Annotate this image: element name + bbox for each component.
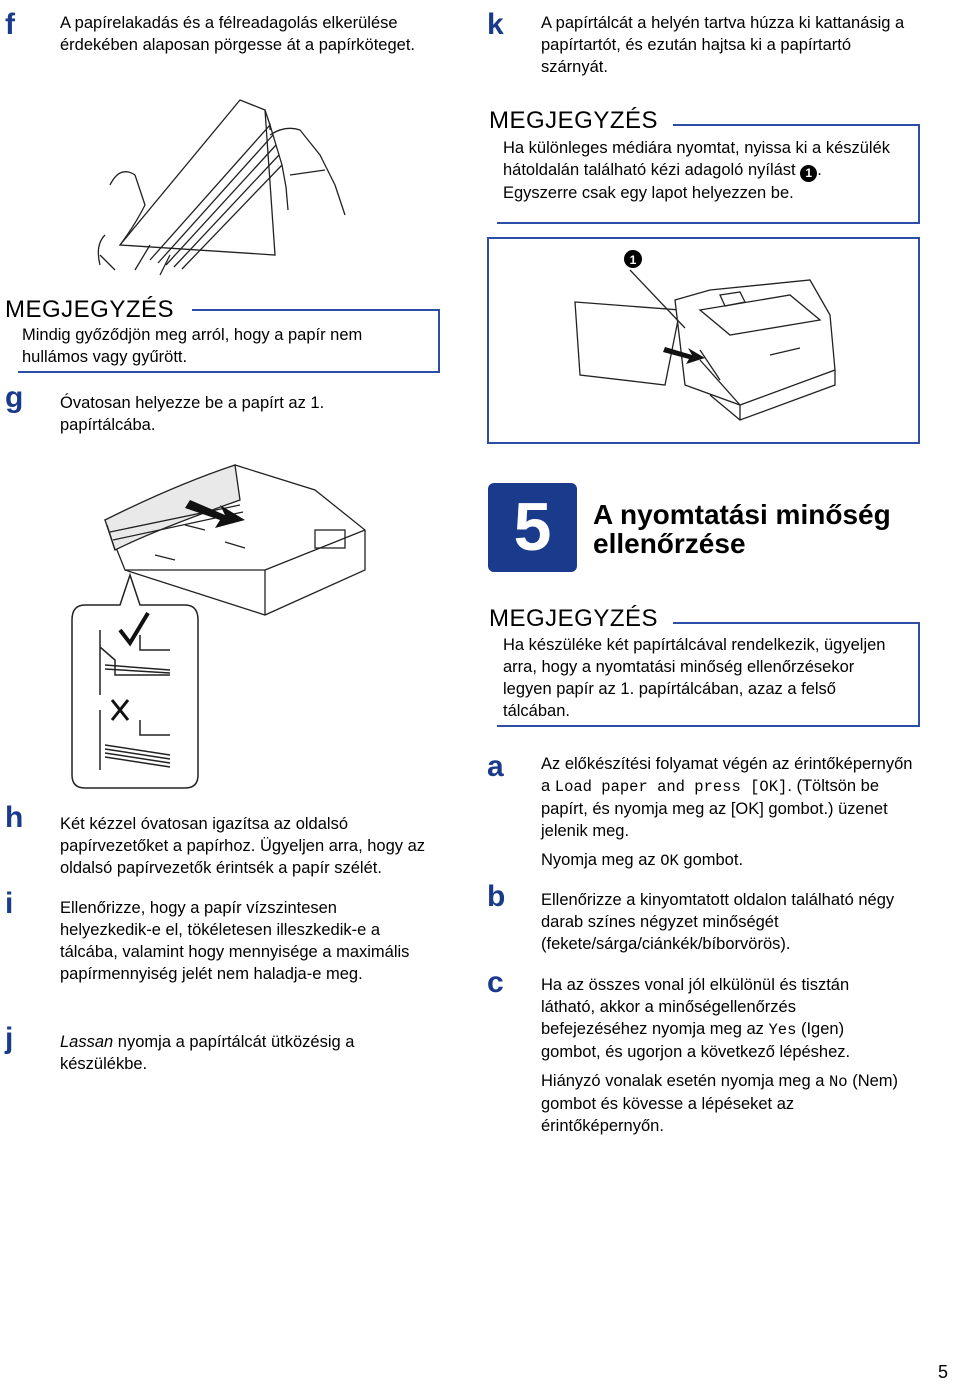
step-a-text-2 [541, 849, 921, 872]
note-divider [673, 124, 919, 126]
note-bottom-line [497, 725, 920, 727]
page-number: 5 [938, 1362, 949, 1382]
step-j-text [60, 1031, 400, 1075]
step-i-text: Ellenőrizze, hogy a papír vízszintesen helyezkedik-e el, tökéletesen illeszkedik-e a tálcába, valamint hogy mennyisége a maximális papírmennyiség jelét nem haladja-e meg. [60, 899, 410, 983]
step-c-part: Ha az összes vonal jól elkülönül és tisztán látható, akkor a minőségellenőrzés befejezéséhez nyomja meg az [541, 976, 850, 1038]
callout-1-icon: 1 [800, 165, 817, 182]
note-title: MEGJEGYZÉS [489, 605, 659, 632]
step-letter-j: j [5, 1022, 14, 1055]
note-divider [192, 309, 439, 311]
screen-message: Load paper and press [OK] [554, 778, 788, 796]
note-body: Ha készüléke két papírtálcával rendelkezik, ügyeljen arra, hogy a nyomtatási minőség ellenőrzésekor legyen papír az 1. papírtálcában, azaz a felső tálcában. [503, 636, 886, 720]
step-a-part: Nyomja meg az [541, 851, 661, 869]
step-number: 5 [513, 489, 552, 565]
ok-key-label: OK [660, 852, 679, 870]
note-bottom-line [18, 371, 440, 373]
note-frame [908, 622, 920, 727]
note-body-part: . Egyszerre csak egy lapot helyezzen be. [503, 161, 822, 202]
step-b-text: Ellenőrizze a kinyomtatott oldalon található négy darab színes négyzet minőségét (fekete/sárga/ciánkék/bíborvörös). [541, 891, 895, 953]
step-5-title-line-2: ellenőrzése [593, 528, 746, 559]
step-5-title-line-1: A nyomtatási minőség [593, 499, 891, 530]
step-j-italic: Lassan [60, 1033, 114, 1051]
step-g-text: Óvatosan helyezze be a papírt az 1. papírtálcába. [60, 394, 325, 434]
note-bottom-line [497, 222, 920, 224]
step-a-part: Az előkészítési folyamat végén az érintőképernyőn a [541, 755, 913, 795]
step-number-box [488, 483, 577, 572]
step-a-text [541, 753, 921, 842]
step-k-text: A papírtálcát a helyén tartva húzza ki kattanásig a papírtartót, és ezután hajtsa ki a papírtartó szárnyát. [541, 14, 905, 76]
step-j-rest: nyomja a papírtálcát ütközésig a készülékbe. [60, 1033, 355, 1073]
step-h-text: Két kézzel óvatosan igazítsa az oldalsó papírvezetőket a papírhoz. Ügyeljen arra, hogy az oldalsó papírvezetők érintsék a papír szélét. [60, 815, 426, 877]
no-key-label: No [829, 1073, 848, 1091]
figure-callout-1: 1 [629, 253, 637, 267]
step-f-text: A papírelakadás és a félreadagolás elkerülése érdekében alaposan pörgesse át a papírköteget. [60, 14, 416, 54]
step-letter-a: a [487, 750, 504, 783]
step-letter-f: f [5, 8, 15, 41]
step-a-part: gombot. [678, 851, 744, 869]
step-letter-h: h [5, 801, 24, 834]
step-a-part: . (Töltsön be papírt, és nyomja meg az [OK] gombot.) üzenet jelenik meg. [541, 777, 888, 840]
step-c-part: Hiányzó vonalak esetén nyomja meg a [541, 1072, 829, 1090]
step-letter-b: b [487, 880, 506, 913]
note-title: MEGJEGYZÉS [489, 107, 659, 134]
step-c-part: (Nem) gombot és kövesse a lépéseket az érintőképernyőn. [541, 1072, 899, 1135]
note-divider [673, 622, 919, 624]
step-letter-k: k [487, 8, 504, 41]
yes-key-label: Yes [768, 1021, 797, 1039]
step-letter-i: i [5, 887, 14, 920]
step-c-text-2 [541, 1070, 901, 1137]
step-letter-c: c [487, 966, 504, 999]
fanning-paper-illustration [90, 95, 350, 275]
step-c-text [541, 974, 901, 1063]
step-c-part: (Igen) gombot, és ugorjon a következő lépéshez. [541, 1020, 851, 1061]
note-body-part: Ha különleges médiára nyomtat, nyissa ki a készülék hátoldalán található kézi adagoló nyílást [503, 139, 891, 179]
note-frame [430, 309, 440, 373]
step-letter-g: g [5, 381, 24, 414]
note-frame [908, 124, 920, 224]
paper-stack-check-illustration [70, 575, 200, 790]
note-body: Mindig győződjön meg arról, hogy a papír nem hullámos vagy gyűrött. [22, 326, 363, 366]
note-body [503, 137, 898, 204]
manual-feed-illustration [500, 240, 910, 440]
note-title: MEGJEGYZÉS [5, 296, 175, 323]
